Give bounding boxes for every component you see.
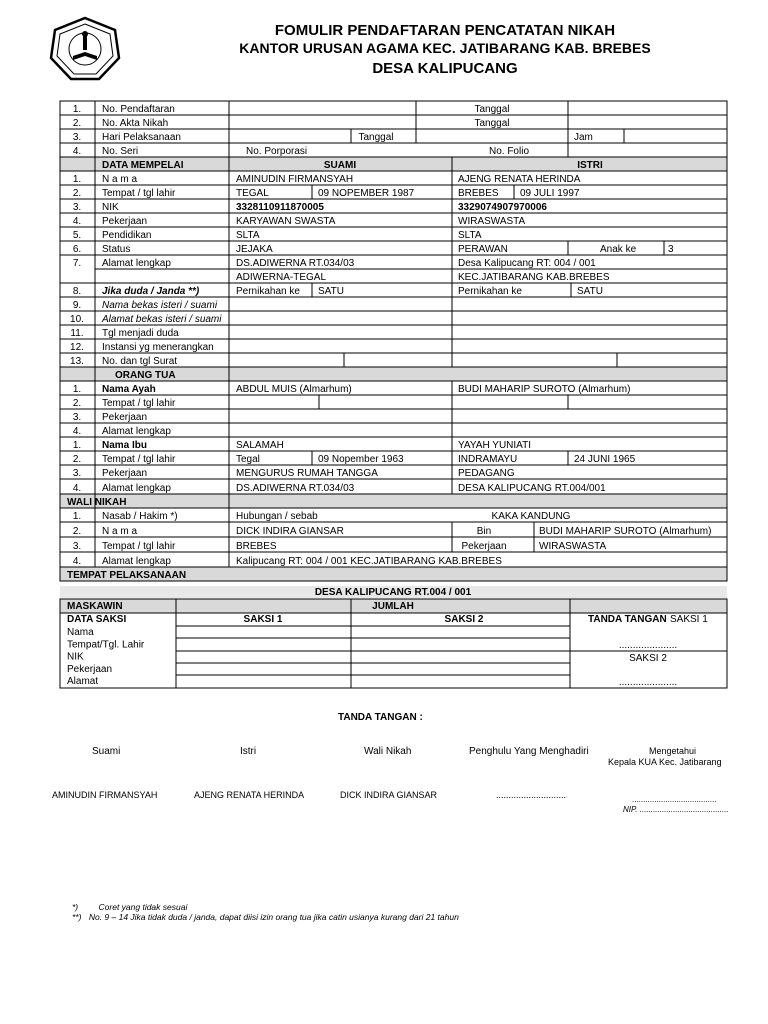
section-wali-nikah: WALI NIKAH (67, 497, 127, 508)
form-title: FOMULIR PENDAFTARAN PENCATATAN NIKAH (274, 22, 616, 39)
ortu-no: 3. (72, 468, 82, 479)
reg-porporasi-label: No. Porporasi (246, 146, 308, 157)
sig-name-suami: AMINUDIN FIRMANSYAH (52, 790, 158, 800)
wali-no-3: 3. (72, 541, 82, 552)
ortu-label: Alamat lengkap (102, 483, 171, 494)
sig-dots-kepala: ...................................... (632, 795, 717, 804)
sig-mengetahui-label: Mengetahui (649, 746, 697, 756)
col-istri: ISTRI (577, 160, 603, 171)
wali-rel-value: KAKA KANDUNG (491, 511, 571, 522)
suami-value-2: SATU (318, 286, 344, 297)
col-suami: SUAMI (323, 160, 357, 171)
wali-no-1: 1. (72, 511, 82, 522)
istri-value: SLTA (458, 230, 482, 241)
reg-time-label: Jam (574, 132, 593, 143)
mempelai-label: Instansi yg menerangkan (102, 342, 214, 353)
sig-nip: NIP. ........................................ (623, 805, 729, 814)
saksi-row-label: Nama (67, 627, 94, 638)
section-data-saksi: DATA SAKSI (67, 614, 127, 625)
ttd-saksi-2: SAKSI 2 (629, 653, 667, 664)
jumlah-label: JUMLAH (372, 601, 414, 612)
reg-label-seri: No. Seri (102, 146, 139, 157)
reg-label-akta: No. Akta Nikah (102, 118, 169, 129)
col-saksi-1: SAKSI 1 (243, 614, 283, 625)
ortu-suami-value: DS.ADIWERNA RT.034/03 (236, 483, 355, 494)
mempelai-label: NIK (102, 202, 119, 213)
ortu-label: Pekerjaan (102, 412, 148, 423)
ortu-no: 4. (72, 426, 82, 437)
ortu-label: Alamat lengkap (102, 426, 171, 437)
mempelai-no: 9. (72, 300, 82, 311)
istri-value: AJENG RENATA HERINDA (458, 174, 581, 185)
istri-value: Desa Kalipucang RT: 004 / 001 (458, 258, 596, 269)
mempelai-label: Pekerjaan (102, 216, 148, 227)
suami-value: Pernikahan ke (236, 286, 300, 297)
wali-no-2: 2. (72, 526, 82, 537)
saksi-row-label: Pekerjaan (67, 663, 113, 675)
suami-value: DS.ADIWERNA RT.034/03 (236, 258, 355, 269)
mempelai-no: 5. (72, 230, 82, 241)
wali-label-nama: N a m a (102, 526, 138, 537)
ortu-istri-value: BUDI MAHARIP SUROTO (Almarhum) (458, 384, 631, 395)
reg-no-4: 4. (72, 146, 82, 157)
orangtua-rows (73, 384, 636, 494)
ortu-no: 4. (72, 483, 82, 494)
ttd-dots-1: ..................... (618, 640, 678, 651)
sig-kepala-label: Kepala KUA Kec. Jatibarang (608, 757, 722, 767)
mempelai-label: Alamat lengkap (102, 258, 171, 269)
ortu-no: 1. (72, 440, 82, 451)
ortu-label: Nama Ibu (102, 440, 148, 451)
maskawin-label: MASKAWIN (67, 601, 123, 612)
istri-value: BREBES (458, 188, 499, 199)
suami-value: ADIWERNA-TEGAL (236, 272, 327, 283)
wali-label-nasab: Nasab / Hakim *) (102, 511, 178, 522)
ortu-suami-value: MENGURUS RUMAH TANGGA (236, 468, 378, 479)
note-2-text: No. 9 – 14 Jika tidak duda / janda, dapat diisi izin orang tua jika catin usianya kurang dari 21 tahun (88, 912, 459, 922)
mempelai-no: 11. (70, 328, 84, 339)
saksi-row-label: NIK (67, 651, 84, 663)
wali-bin-label: Bin (476, 526, 492, 537)
village-name: DESA KALIPUCANG (372, 60, 518, 77)
suami-value: KARYAWAN SWASTA (236, 216, 336, 227)
mempelai-label: Tgl menjadi duda (102, 328, 179, 339)
wali-label-ttl: Tempat / tgl lahir (102, 541, 176, 552)
mempelai-label: N a m a (102, 174, 138, 185)
ortu-no: 1. (72, 384, 82, 395)
ortu-no: 2. (72, 454, 82, 465)
suami-value: JEJAKA (236, 244, 273, 255)
mempelai-label: Jika duda / Janda **) (102, 286, 200, 297)
sig-wali-label: Wali Nikah (364, 746, 412, 757)
mempelai-label: Status (102, 244, 131, 255)
sig-dots-penghulu: ............................ (496, 790, 567, 800)
reg-date-label-2: Tanggal (474, 118, 510, 129)
ortu-suami-value: ABDUL MUIS (Almarhum) (236, 384, 352, 395)
ortu-no: 3. (72, 412, 82, 423)
office-name: KANTOR URUSAN AGAMA KEC. JATIBARANG KAB. BREBES (239, 40, 651, 56)
mempelai-label: Pendidikan (102, 230, 152, 241)
istri-value: KEC.JATIBARANG KAB.BREBES (458, 272, 610, 283)
suami-value: TEGAL (236, 188, 269, 199)
ortu-istri-value: YAYAH YUNIATI (458, 440, 531, 451)
reg-date-label-1: Tanggal (474, 104, 510, 115)
wali-no-4: 4. (72, 556, 82, 567)
suami-value-2: 09 NOPEMBER 1987 (318, 188, 415, 199)
sig-penghulu-label: Penghulu Yang Menghadiri (469, 746, 589, 757)
mempelai-no: 6. (72, 244, 82, 255)
sig-istri-label: Istri (240, 746, 257, 757)
wali-job-value: WIRASWASTA (539, 541, 607, 552)
ortu-istri-value: PEDAGANG (458, 468, 515, 479)
ortu-label: Tempat / tgl lahir (102, 398, 176, 409)
mempelai-label: No. dan tgl Surat (102, 356, 178, 367)
section-orang-tua: ORANG TUA (115, 370, 176, 381)
ttd-dots-2: ..................... (618, 677, 678, 688)
anak-ke-value: 3 (668, 244, 674, 255)
ortu-istri-value: INDRAMAYU (458, 454, 518, 465)
mempelai-no: 3. (72, 202, 82, 213)
mempelai-label: Tempat / tgl lahir (102, 188, 176, 199)
reg-date-label-3: Tanggal (358, 132, 394, 143)
reg-no-1: 1. (72, 104, 82, 115)
ortu-label: Nama Ayah (102, 384, 156, 395)
mempelai-no: 13. (70, 356, 84, 367)
mempelai-no: 1. (72, 174, 82, 185)
mempelai-no: 7. (72, 258, 82, 269)
suami-value: 3328110911870005 (236, 202, 324, 213)
sig-suami-label: Suami (92, 746, 121, 757)
ortu-suami-value-2: 09 Nopember 1963 (318, 454, 404, 465)
note-1-text: Coret yang tidak sesuai (98, 902, 188, 912)
saksi-row-label: Tempat/Tgl. Lahir (67, 639, 145, 651)
mempelai-no: 4. (72, 216, 82, 227)
suami-value: AMINUDIN FIRMANSYAH (236, 174, 354, 185)
ortu-istri-value: DESA KALIPUCANG RT.004/001 (458, 483, 606, 494)
istri-value-2: SATU (577, 286, 603, 297)
wali-name-value: DICK INDIRA GIANSAR (236, 526, 344, 537)
reg-label-pendaftaran: No. Pendaftaran (102, 104, 175, 115)
note-2-mark: **) (72, 912, 82, 922)
mempelai-label: Nama bekas isteri / suami (102, 300, 218, 311)
reg-label-hari: Hari Pelaksanaan (102, 132, 181, 143)
wali-alamat-value: Kalipucang RT: 004 / 001 KEC.JATIBARANG KAB.BREBES (236, 556, 502, 567)
mempelai-no: 10. (70, 314, 84, 325)
wali-label-alamat: Alamat lengkap (102, 556, 171, 567)
sig-name-wali: DICK INDIRA GIANSAR (340, 790, 438, 800)
mempelai-no: 8. (72, 286, 82, 297)
mempelai-label: Alamat bekas isteri / suami (102, 314, 222, 325)
istri-value: WIRASWASTA (458, 216, 526, 227)
istri-value: Pernikahan ke (458, 286, 522, 297)
suami-value: SLTA (236, 230, 260, 241)
reg-no-3: 3. (72, 132, 82, 143)
istri-value-2: 09 JULI 1997 (520, 188, 580, 199)
wali-rel-label: Hubungan / sebab (236, 511, 318, 522)
section-tempat: TEMPAT PELAKSANAAN (67, 570, 187, 581)
ttd-label: TANDA TANGAN (588, 614, 667, 625)
mempelai-no: 2. (72, 188, 82, 199)
istri-value: PERAWAN (458, 244, 508, 255)
wali-bin-value: BUDI MAHARIP SUROTO (Almarhum) (539, 526, 712, 537)
wali-job-label: Pekerjaan (461, 541, 507, 552)
mempelai-no: 12. (70, 342, 84, 353)
ortu-label: Pekerjaan (102, 468, 148, 479)
signature-heading: TANDA TANGAN : (338, 712, 423, 723)
ortu-label: Tempat / tgl lahir (102, 454, 176, 465)
ortu-suami-value: SALAMAH (236, 440, 284, 451)
ortu-no: 2. (72, 398, 82, 409)
anak-ke-label: Anak ke (600, 244, 637, 255)
reg-no-2: 2. (72, 118, 82, 129)
wali-ttl-value: BREBES (236, 541, 277, 552)
ttd-saksi-1: SAKSI 1 (670, 614, 708, 625)
saksi-row-label: Alamat (67, 676, 99, 688)
ortu-istri-value-2: 24 JUNI 1965 (574, 454, 636, 465)
saksi-rows (67, 627, 145, 687)
col-saksi-2: SAKSI 2 (444, 614, 484, 625)
note-1-mark: *) (72, 902, 79, 912)
tempat-value: DESA KALIPUCANG RT.004 / 001 (314, 587, 472, 598)
reg-folio-label: No. Folio (488, 146, 530, 157)
istri-value: 3329074907970006 (458, 202, 547, 213)
sig-name-istri: AJENG RENATA HERINDA (194, 790, 305, 800)
ortu-suami-value: Tegal (236, 454, 260, 465)
mempelai-rows (70, 174, 674, 367)
section-data-mempelai: DATA MEMPELAI (102, 160, 184, 171)
